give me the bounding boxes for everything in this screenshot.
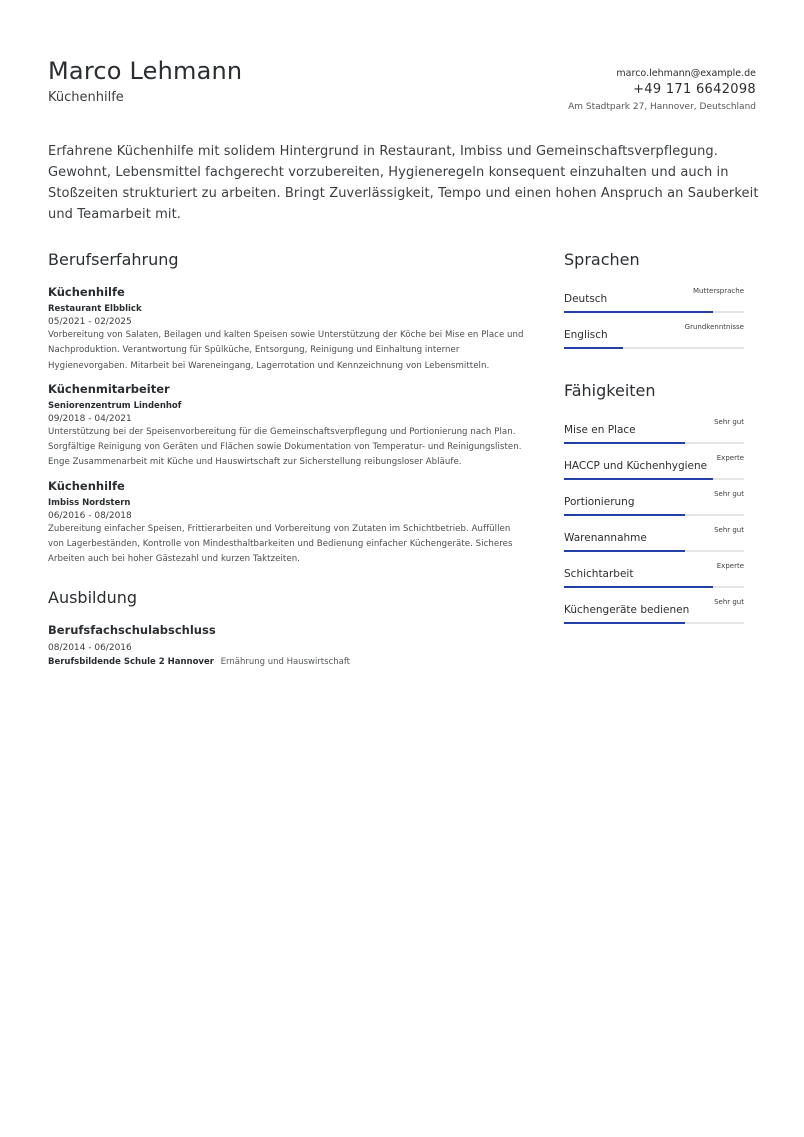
skill-level-bar xyxy=(564,478,744,480)
language-level-fill xyxy=(564,347,623,349)
skill-level-bar xyxy=(564,514,744,516)
language-level-bar xyxy=(564,311,744,313)
job-description: Unterstützung bei der Speisenvorbereitung für die Gemeinschaftsverpflegung und Portionierung nach Plan. Sorgfältige Reinigung von Geräten und Flächen sowie Dokumentation von Temperatur- und Reinigungslisten. Enge Zusammenarbeit mit Küche und Hauswirtschaft zur Sicherstellung reibungsloser Abläufe. xyxy=(48,426,522,468)
education-section xyxy=(48,588,528,667)
skill-name: Küchengeräte bedienen xyxy=(564,604,690,616)
job-description: Vorbereitung von Salaten, Beilagen und kalten Speisen sowie Unterstützung der Köche bei Mise en Place und Nachproduktion. Verantwortung für Spülküche, Entsorgung, Reinigung und Einhaltung interner Hygienevorgaben. Mitarbeit bei Wareneingang, Lagerrotation und Kennzeichnung von Lebensmitteln. xyxy=(48,330,524,371)
skill-level: Experte xyxy=(716,562,744,570)
skill-name: Schichtarbeit xyxy=(564,568,634,580)
job-entry xyxy=(48,479,528,568)
postal-address: Am Stadtpark 27, Hannover, Deutschland xyxy=(568,102,756,112)
main-column xyxy=(48,250,528,667)
skill-item xyxy=(564,416,744,452)
job-dates: 09/2018 - 04/2021 xyxy=(48,413,132,424)
skill-item xyxy=(564,560,744,596)
skills-section xyxy=(564,381,744,632)
job-dates: 05/2021 - 02/2025 xyxy=(48,317,132,327)
education-dates: 08/2014 - 06/2016 xyxy=(48,642,132,653)
skills-section-title: Fähigkeiten xyxy=(564,381,656,400)
skill-item xyxy=(564,596,744,632)
language-level-bar xyxy=(564,347,744,349)
skill-level: Sehr gut xyxy=(714,418,744,426)
candidate-name: Marco Lehmann xyxy=(48,57,243,85)
skill-item xyxy=(564,488,744,524)
contact-block xyxy=(568,68,756,112)
job-description: Zubereitung einfacher Speisen, Frittierarbeiten und Vorbereitung von Zutaten im Schichtbetrieb. Auffüllen von Lagerbeständen, Kontrolle von Mindesthaltbarkeiten und Bedienung einfacher Küchengeräte. Sicheres Arbeiten auch bei hoher Gästezahl und kurzen Taktzeiten. xyxy=(48,523,513,565)
experience-section-title: Berufserfahrung xyxy=(48,250,179,269)
job-entry xyxy=(48,382,528,471)
languages-section-title: Sprachen xyxy=(564,250,640,269)
side-column xyxy=(564,250,744,632)
job-company: Imbiss Nordstern xyxy=(48,497,131,508)
language-level: Grundkenntnisse xyxy=(684,323,744,331)
skill-level-bar xyxy=(564,622,744,624)
skill-level-bar xyxy=(564,550,744,552)
job-dates: 06/2016 - 08/2018 xyxy=(48,510,132,521)
skill-level-bar xyxy=(564,442,744,444)
education-school: Berufsbildende Schule 2 Hannover xyxy=(48,656,214,667)
language-level-fill xyxy=(564,311,713,313)
job-company: Seniorenzentrum Lindenhof xyxy=(48,400,182,411)
skill-level: Sehr gut xyxy=(714,598,744,606)
skill-level-fill xyxy=(564,478,713,480)
education-section-title: Ausbildung xyxy=(48,587,138,607)
skill-name: Mise en Place xyxy=(564,424,636,436)
skill-name: HACCP und Küchenhygiene xyxy=(564,460,708,472)
skill-level: Sehr gut xyxy=(714,490,744,498)
job-title: Küchenmitarbeiter xyxy=(48,381,170,396)
profile-summary: Erfahrene Küchenhilfe mit solidem Hintergrund in Restaurant, Imbiss und Gemeinschaftsverpflegung. Gewohnt, Lebensmittel fachgerecht vorzubereiten, Hygieneregeln konsequent einzuhalten und auch in Stoßzeiten strukturiert zu arbeiten. Bringt Zuverlässigkeit, Tempo und einen hohen Anspruch an Sauberkeit und Teamarbeit mit. xyxy=(48,144,759,222)
education-degree: Berufsfachschulabschluss xyxy=(48,622,216,637)
job-title: Küchenhilfe xyxy=(48,478,125,493)
candidate-role: Küchenhilfe xyxy=(48,90,124,105)
skill-name: Portionierung xyxy=(564,496,635,508)
skill-item xyxy=(564,452,744,488)
education-field: Ernährung und Hauswirtschaft xyxy=(220,656,351,667)
job-title: Küchenhilfe xyxy=(48,285,125,299)
skill-level-fill xyxy=(564,622,685,624)
job-company: Restaurant Elbblick xyxy=(48,304,142,314)
skill-level-fill xyxy=(564,514,685,516)
skill-level-fill xyxy=(564,550,685,552)
language-item xyxy=(564,321,744,357)
skill-name: Warenannahme xyxy=(564,532,647,544)
language-level: Muttersprache xyxy=(693,287,744,295)
skill-item xyxy=(564,524,744,560)
education-institution-line xyxy=(48,657,528,667)
resume-header xyxy=(48,0,756,120)
skill-level: Experte xyxy=(716,454,744,462)
job-entry xyxy=(48,285,528,374)
skill-level-fill xyxy=(564,442,685,444)
language-name: Deutsch xyxy=(564,293,608,305)
skill-level: Sehr gut xyxy=(714,526,744,534)
phone-number[interactable]: +49 171 6642098 xyxy=(633,82,756,97)
skill-level-fill xyxy=(564,586,713,588)
skill-level-bar xyxy=(564,586,744,588)
language-name: Englisch xyxy=(564,329,608,341)
language-item xyxy=(564,285,744,321)
email-address[interactable]: marco.lehmann@example.de xyxy=(616,68,756,79)
